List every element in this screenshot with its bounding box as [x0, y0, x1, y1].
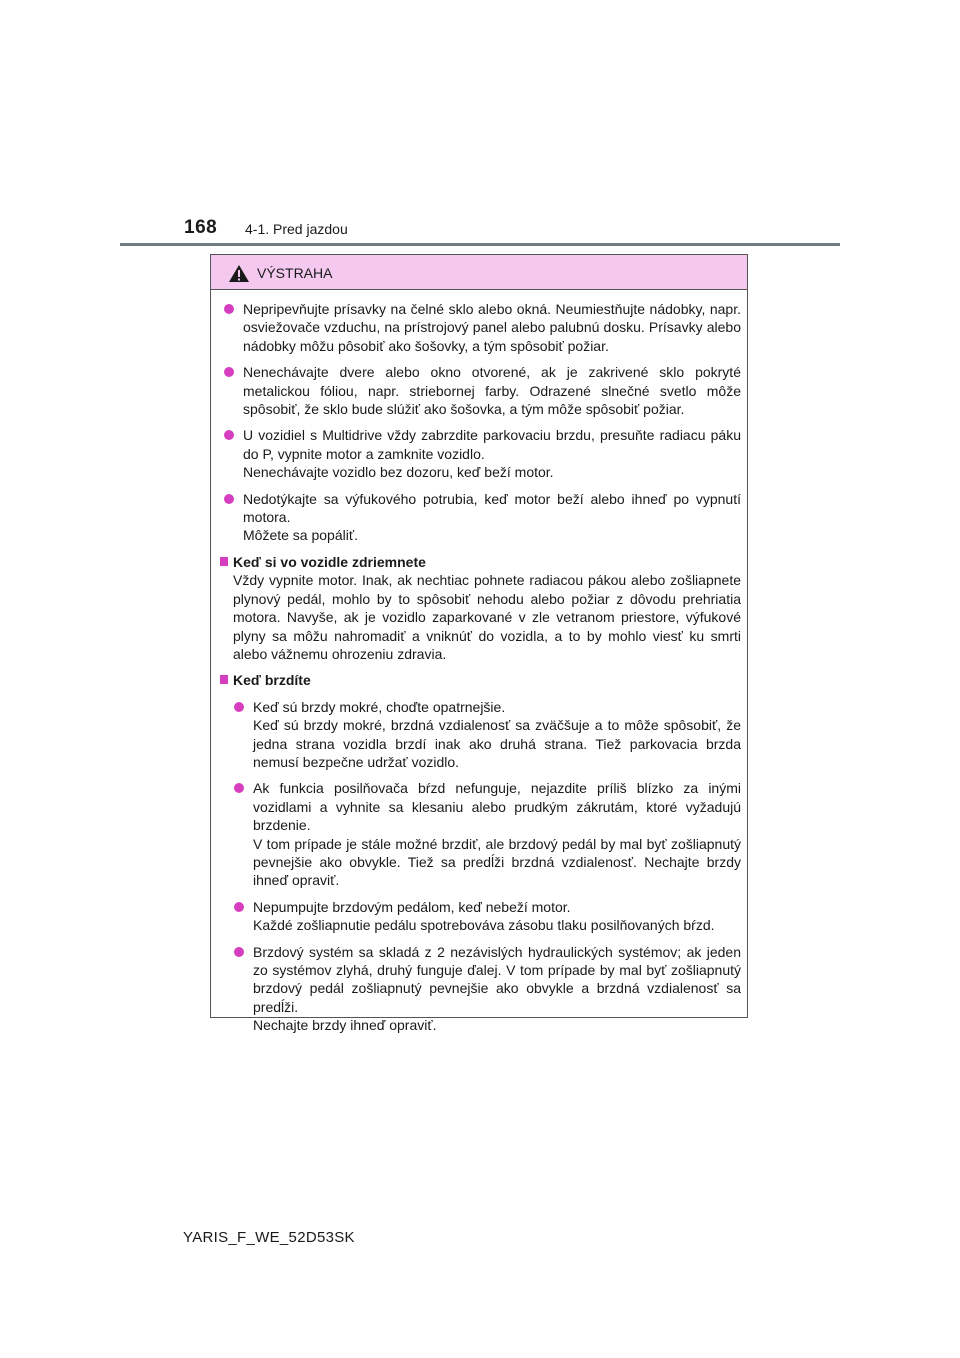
bullet-dot-icon — [234, 783, 244, 793]
bullet-dot-icon — [224, 367, 234, 377]
bullet-item — [229, 698, 741, 772]
bullet-text: Brzdový systém sa skladá z 2 nezávislých hydraulických systémov; ak jeden zo systémov zlyhá, druhý funguje ďalej. V tom prípade by mal byť zošliapnutý brzdový pedál zošliapnutý pevnejšie ako obvykle a brzdná vzdialenosť sa predĺži. — [253, 943, 741, 1015]
bullet-dot-icon — [224, 304, 234, 314]
bullet-dot-icon — [234, 902, 244, 912]
warning-box — [210, 254, 748, 1034]
bullet-text: Nenechávajte vozidlo bez dozoru, keď beží motor. — [243, 464, 554, 481]
bullet-dot-icon — [234, 702, 244, 712]
header-rule — [120, 243, 840, 246]
bullet-text: Každé zošliapnutie pedálu spotrebováva zásobu tlaku posilňovaných bŕzd. — [253, 917, 715, 934]
bullet-item — [219, 300, 741, 355]
bullet-text: Keď sú brzdy mokré, choďte opatrnejšie. — [253, 698, 506, 715]
bullet-text: U vozidiel s Multidrive vždy zabrzdite parkovaciu brzdu, presuňte radiacu páku do P, vypnite motor a zamknite vozidlo. — [243, 427, 741, 462]
bullet-item — [229, 898, 741, 935]
bullet-dot-icon — [234, 947, 244, 957]
bullet-text: Môžete sa popáliť. — [243, 527, 358, 544]
warning-title: VÝSTRAHA — [257, 265, 333, 281]
section-bullets — [219, 698, 741, 1035]
bullet-text: Nenechávajte dvere alebo okno otvorené, ak je zakrivené sklo pokryté metalickou fóliou, napr. striebornej farby. Odrazené slnečné svetlo môže spôsobiť, že sklo bude slúžiť ako šošovka, a tým môže spôsobiť požiar. — [243, 364, 741, 418]
page-number: 168 — [184, 217, 218, 238]
bullet-text: Ak funkcia posilňovača bŕzd nefunguje, nejazdite príliš blízko za inými vozidlami a vyhnite sa klesaniu alebo prudkým zákrutám, ktoré vyžadujú brzdenie. — [253, 780, 741, 834]
bullet-text: V tom prípade je stále možné brzdiť, ale brzdový pedál by mal byť zošliapnutý pevnejšie ako obvykle. Tiež sa predĺži brzdná vzdialenosť. Nechajte brzdy ihneď opraviť. — [253, 835, 741, 889]
section-item — [219, 671, 741, 689]
section-square-icon — [220, 675, 228, 684]
bullet-item — [229, 779, 741, 889]
section-heading: Keď si vo vozidle zdriemnete — [233, 553, 426, 570]
section-title: 4-1. Pred jazdou — [245, 221, 348, 237]
section-text: Vždy vypnite motor. Inak, ak nechtiac pohnete radiacou pákou alebo zošliapnete plynový pedál, mohlo by to spôsobiť nehodu alebo požiar z dôvodu prehriatia motora. Navyše, ak je vozidlo zaparkované v zle vetranom priestore, výfukové plyny sa môžu nahromadiť a vniknúť do vozidla, a to by mohlo viesť ku smrti alebo vážnemu ohrozeniu zdravia. — [233, 572, 741, 662]
bullet-dot-icon — [224, 494, 234, 504]
bullet-text: Nedotýkajte sa výfukového potrubia, keď motor beží alebo ihneď po vypnutí motora. — [243, 490, 741, 526]
bullet-text: Nepripevňujte prísavky na čelné sklo alebo okná. Neumiestňujte nádobky, napr. osviežovače vzduchu, na prístrojový panel alebo palubnú dosku. Prísavky alebo nádobky môžu pôsobiť ako šošovky, a tým spôsobiť požiar. — [243, 301, 741, 354]
section-square-icon — [220, 557, 228, 566]
warning-triangle-icon — [228, 264, 250, 283]
bullet-text: Keď sú brzdy mokré, brzdná vzdialenosť sa zväčšuje a to môže spôsobiť, že jedna strana vozidla brzdí inak ako druhá strana. Tiež parkovacia brzda nemusí bezpečne udržať vozidlo. — [253, 717, 741, 770]
bullet-item — [219, 490, 741, 545]
bullet-dot-icon — [224, 430, 234, 440]
bullet-text: Nepumpujte brzdovým pedálom, keď nebeží motor. — [253, 898, 571, 915]
warning-header — [211, 255, 747, 290]
section-heading: Keď brzdíte — [233, 672, 311, 689]
section-item — [219, 553, 741, 663]
bullet-item — [219, 426, 741, 481]
bullet-item — [229, 943, 741, 1035]
bullet-text: Nechajte brzdy ihneď opraviť. — [253, 1017, 437, 1034]
bullet-item — [219, 363, 741, 418]
warning-body — [211, 290, 747, 1035]
footer-code: YARIS_F_WE_52D53SK — [183, 1229, 355, 1246]
